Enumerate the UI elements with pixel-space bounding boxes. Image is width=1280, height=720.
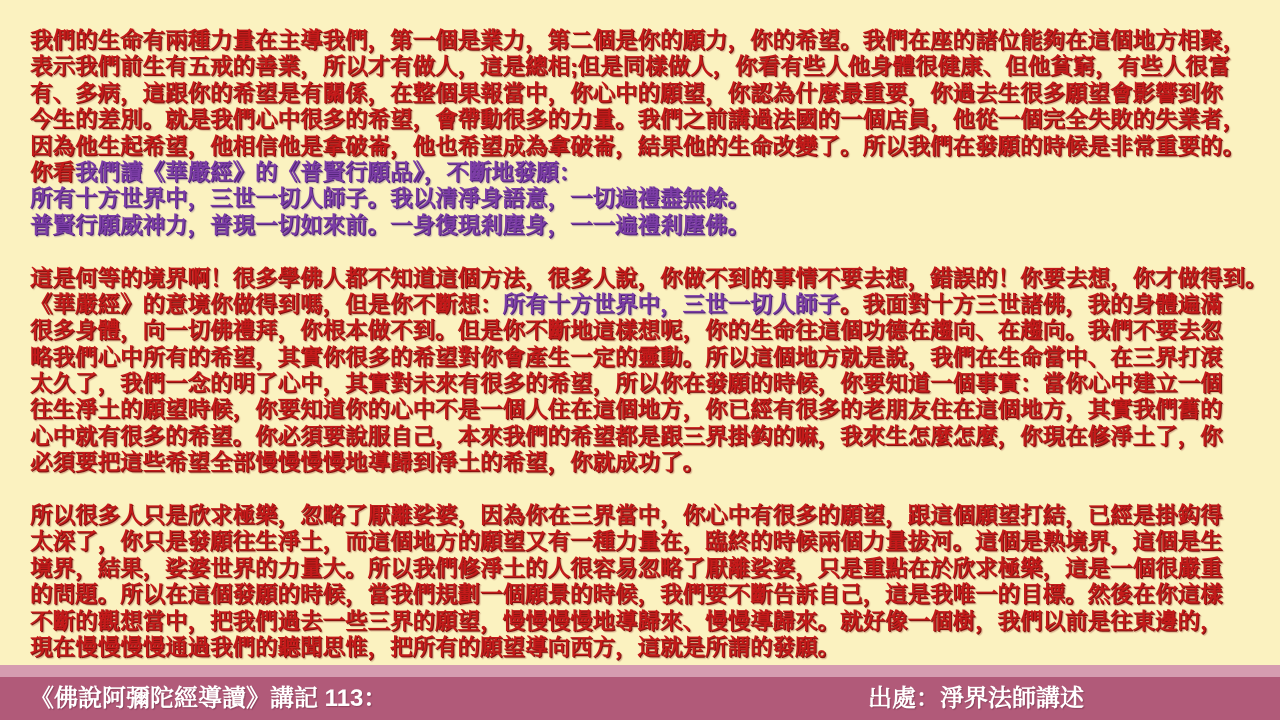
text-segment: 普賢行願威神力，普現一切如來前。一身復現剎塵身，一一遍禮剎塵佛。 bbox=[30, 212, 751, 238]
text-segment: 境界，結果，娑婆世界的力量大。所以我們修淨土的人很容易忽略了厭離娑婆，只是重點在於欣求極樂，這是一個很嚴重 bbox=[30, 555, 1223, 581]
text-segment: 不斷的觀想當中，把我們過去一些三界的願望，慢慢慢慢地導歸來、慢慢導歸來。就好像一個樹，我們以前是往東邊的， bbox=[30, 608, 1223, 634]
text-segment: 我們讀《華嚴經》的《普賢行願品》，不斷地發願： bbox=[75, 159, 582, 185]
text-segment: 的問題。所以在這個發願的時候，當我們規劃一個願景的時候，我們要不斷告訴自己，這是我唯一的目標。然後在你這樣 bbox=[30, 582, 1223, 608]
transcript-line bbox=[30, 186, 1262, 212]
transcript-line bbox=[30, 477, 1262, 503]
transcript bbox=[30, 28, 1268, 661]
text-segment: 我們的生命有兩種力量在主導我們，第一個是業力，第二個是你的願力，你的希望。我們在座的諸位能夠在這個地方相聚， bbox=[30, 28, 1246, 53]
transcript-line bbox=[30, 81, 1262, 107]
text-segment: 太深了，你只是發願往生淨土，而這個地方的願望又有一種力量在，臨終的時候兩個力量拔河。這個是熟境界，這個是生 bbox=[30, 529, 1223, 555]
text-segment: 這是何等的境界啊！很多學佛人都不知道這個方法，很多人說，你做不到的事情不要去想，錯誤的！你要去想，你才做得到。 bbox=[30, 265, 1268, 291]
transcript-line bbox=[30, 292, 1262, 318]
text-segment: 現在慢慢慢慢通過我們的聽聞思惟，把所有的願望導向西方，這就是所謂的發願。 bbox=[30, 634, 841, 660]
footer-source-credit: 出處：淨界法師講述 bbox=[868, 685, 1084, 712]
transcript-line bbox=[30, 239, 1262, 265]
text-segment: 所有十方世界中，三世一切人師子 bbox=[502, 291, 841, 317]
text-segment: 很多身體，向一切佛禮拜，你根本做不到。但是你不斷地這樣想呢，你的生命往這個功德在趨向、在趨向。我們不要去忽 bbox=[30, 318, 1223, 344]
footer-bar bbox=[0, 665, 1280, 720]
text-segment: 。我面對十方三世諸佛，我的身體遍滿 bbox=[840, 291, 1223, 317]
transcript-line bbox=[30, 371, 1262, 397]
text-segment: 《華嚴經》的意境你做得到嗎，但是你不斷想： bbox=[30, 291, 503, 317]
transcript-line bbox=[30, 318, 1262, 344]
transcript-line bbox=[30, 503, 1262, 529]
transcript-line bbox=[30, 160, 1262, 186]
transcript-line bbox=[30, 134, 1262, 160]
transcript-line bbox=[30, 345, 1262, 371]
text-segment: 太久了，我們一念的明了心中，其實對未來有很多的希望，所以你在發願的時候，你要知道一個事實：當你心中建立一個 bbox=[30, 371, 1223, 397]
text-segment: 所以很多人只是欣求極樂，忽略了厭離娑婆，因為你在三界當中，你心中有很多的願望，跟這個願望打結，已經是掛鈎得 bbox=[30, 503, 1223, 529]
transcript-line bbox=[30, 582, 1262, 608]
transcript-line bbox=[30, 635, 1262, 661]
text-segment: 所有十方世界中，三世一切人師子。我以清淨身語意，一切遍禮盡無餘。 bbox=[30, 186, 751, 212]
text-segment: 必須要把這些希望全部慢慢慢慢地導歸到淨土的希望，你就成功了。 bbox=[30, 450, 706, 476]
transcript-line bbox=[30, 424, 1262, 450]
text-segment: 你看 bbox=[30, 159, 76, 185]
transcript-line bbox=[30, 265, 1268, 292]
transcript-line bbox=[30, 28, 1262, 54]
transcript-line bbox=[30, 54, 1262, 80]
transcript-line bbox=[30, 213, 1262, 239]
text-segment: 今生的差別。就是我們心中很多的希望，會帶動很多的力量。我們之前講過法國的一個店員，他從一個完全失敗的失業者， bbox=[30, 107, 1246, 133]
transcript-line bbox=[30, 529, 1262, 555]
text-segment: 有、多病，這跟你的希望是有關係，在整個果報當中，你心中的願望，你認為什麼最重要，你過去生很多願望會影響到你 bbox=[30, 80, 1223, 106]
transcript-line bbox=[30, 107, 1262, 133]
text-segment: 表示我們前生有五戒的善業，所以才有做人，這是總相;但是同樣做人，你看有些人他身體很健康、但他貧窮，有些人很富 bbox=[30, 54, 1230, 80]
footer-series-title: 《佛說阿彌陀經導讀》講記 113： bbox=[30, 685, 388, 712]
text-segment: 往生淨土的願望時候，你要知道你的心中不是一個人住在這個地方，你已經有很多的老朋友住在這個地方，其實我們舊的 bbox=[30, 397, 1223, 423]
text-segment: 因為他生起希望，他相信他是拿破崙，他也希望成為拿破崙，結果他的生命改變了。所以我們在發願的時候是非常重要的。 bbox=[30, 133, 1246, 159]
transcript-line bbox=[30, 450, 1262, 476]
text-segment: 略我們心中所有的希望，其實你很多的希望對你會產生一定的靈動。所以這個地方就是說，我們在生命當中、在三界打滾 bbox=[30, 344, 1223, 370]
transcript-line bbox=[30, 556, 1262, 582]
transcript-line bbox=[30, 397, 1262, 423]
text-segment: 心中就有很多的希望。你必須要說服自己，本來我們的希望都是跟三界掛鈎的嘛，我來生怎麼怎麼，你現在修淨土了，你 bbox=[30, 423, 1223, 449]
footer-accent-strip bbox=[0, 665, 1280, 677]
transcript-line bbox=[30, 609, 1262, 635]
